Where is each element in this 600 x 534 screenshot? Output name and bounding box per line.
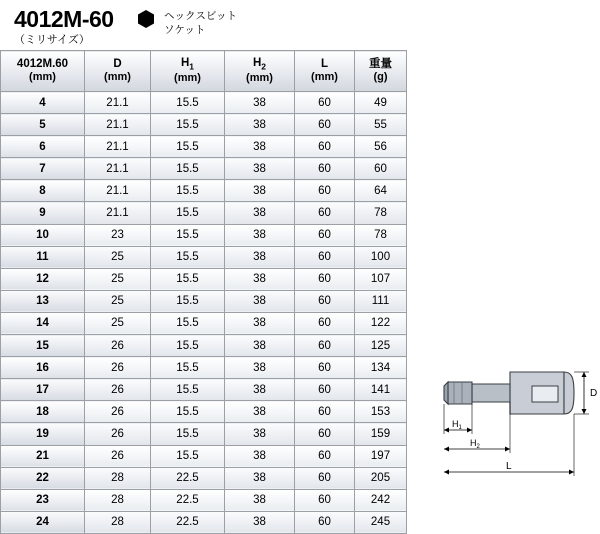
table-row	[1, 136, 407, 158]
cell-value: 15.5	[151, 423, 225, 445]
cell-size: 8	[1, 180, 85, 202]
column-header-size	[1, 51, 85, 92]
cell-value: 38	[225, 202, 295, 224]
diagram-label-h1: $H_1$	[452, 419, 462, 431]
cell-size: 22	[1, 467, 85, 489]
table-row	[1, 335, 407, 357]
table-row	[1, 445, 407, 467]
cell-value: 38	[225, 511, 295, 533]
cell-value: 15.5	[151, 114, 225, 136]
cell-value: 28	[85, 489, 151, 511]
cell-size: 23	[1, 489, 85, 511]
table-row	[1, 511, 407, 533]
table-row	[1, 158, 407, 180]
cell-value: 38	[225, 224, 295, 246]
cell-value: 197	[355, 445, 407, 467]
cell-value: 26	[85, 445, 151, 467]
cell-value: 56	[355, 136, 407, 158]
cell-size: 18	[1, 401, 85, 423]
cell-value: 21.1	[85, 202, 151, 224]
cell-value: 60	[295, 92, 355, 114]
table-body	[1, 92, 407, 534]
cell-value: 60	[295, 335, 355, 357]
cell-value: 22.5	[151, 489, 225, 511]
cell-value: 15.5	[151, 401, 225, 423]
cell-value: 60	[355, 158, 407, 180]
cell-value: 22.5	[151, 511, 225, 533]
cell-value: 100	[355, 246, 407, 268]
column-header-h1	[151, 51, 225, 92]
cell-value: 38	[225, 136, 295, 158]
product-description-line2: ソケット	[164, 24, 206, 36]
table-row	[1, 423, 407, 445]
column-header-size-label: 4012M.60	[16, 57, 69, 70]
table-row	[1, 312, 407, 334]
cell-value: 22.5	[151, 467, 225, 489]
cell-value: 38	[225, 445, 295, 467]
spec-table	[0, 50, 407, 534]
cell-size: 13	[1, 290, 85, 312]
cell-value: 15.5	[151, 312, 225, 334]
cell-value: 25	[85, 268, 151, 290]
table-row	[1, 467, 407, 489]
cell-size: 16	[1, 357, 85, 379]
cell-value: 55	[355, 114, 407, 136]
cell-value: 38	[225, 357, 295, 379]
cell-value: 25	[85, 312, 151, 334]
cell-value: 21.1	[85, 114, 151, 136]
page-title: 4012M-60	[14, 6, 114, 32]
column-header-weight-label: 重量	[369, 57, 392, 70]
cell-value: 38	[225, 158, 295, 180]
column-header-h2-label: $H_2$	[252, 57, 267, 72]
column-header-l	[295, 51, 355, 92]
cell-value: 38	[225, 467, 295, 489]
size-note: （ミリサイズ）	[14, 34, 90, 46]
cell-value: 21.1	[85, 180, 151, 202]
cell-value: 15.5	[151, 136, 225, 158]
cell-value: 15.5	[151, 445, 225, 467]
table-row	[1, 224, 407, 246]
cell-size: 12	[1, 268, 85, 290]
column-header-l-label: L	[320, 57, 329, 70]
cell-value: 60	[295, 467, 355, 489]
cell-value: 26	[85, 379, 151, 401]
cell-size: 4	[1, 92, 85, 114]
cell-size: 14	[1, 312, 85, 334]
table-row	[1, 268, 407, 290]
cell-value: 38	[225, 92, 295, 114]
cell-value: 78	[355, 202, 407, 224]
cell-size: 6	[1, 136, 85, 158]
cell-value: 15.5	[151, 379, 225, 401]
column-header-h2	[225, 51, 295, 92]
cell-size: 24	[1, 511, 85, 533]
column-header-l-unit: (mm)	[311, 71, 338, 84]
product-diagram	[414, 352, 600, 500]
cell-size: 5	[1, 114, 85, 136]
diagram-label-l: L	[506, 461, 512, 472]
cell-value: 15.5	[151, 202, 225, 224]
table-row	[1, 489, 407, 511]
cell-value: 134	[355, 357, 407, 379]
cell-value: 159	[355, 423, 407, 445]
cell-value: 15.5	[151, 290, 225, 312]
cell-value: 38	[225, 268, 295, 290]
cell-value: 205	[355, 467, 407, 489]
cell-size: 15	[1, 335, 85, 357]
diagram-label-d: D	[590, 388, 598, 399]
cell-value: 15.5	[151, 158, 225, 180]
cell-value: 60	[295, 401, 355, 423]
cell-value: 38	[225, 312, 295, 334]
cell-value: 60	[295, 180, 355, 202]
cell-value: 23	[85, 224, 151, 246]
cell-value: 60	[295, 489, 355, 511]
cell-value: 38	[225, 335, 295, 357]
column-header-h2-unit: (mm)	[246, 72, 273, 85]
cell-value: 28	[85, 467, 151, 489]
cell-value: 245	[355, 511, 407, 533]
cell-value: 78	[355, 224, 407, 246]
cell-value: 28	[85, 511, 151, 533]
table-row	[1, 180, 407, 202]
product-description-line1: ヘックスビット	[164, 10, 237, 22]
cell-value: 60	[295, 511, 355, 533]
cell-value: 107	[355, 268, 407, 290]
hexagon-icon	[136, 9, 156, 29]
cell-value: 38	[225, 489, 295, 511]
cell-value: 60	[295, 423, 355, 445]
cell-value: 38	[225, 114, 295, 136]
column-header-weight	[355, 51, 407, 92]
cell-size: 7	[1, 158, 85, 180]
cell-value: 122	[355, 312, 407, 334]
cell-value: 26	[85, 423, 151, 445]
cell-value: 49	[355, 92, 407, 114]
cell-value: 141	[355, 379, 407, 401]
cell-value: 60	[295, 136, 355, 158]
table-row	[1, 202, 407, 224]
cell-value: 60	[295, 224, 355, 246]
column-header-h1-label: $H_1$	[180, 57, 195, 72]
cell-value: 60	[295, 379, 355, 401]
cell-value: 38	[225, 246, 295, 268]
cell-value: 60	[295, 246, 355, 268]
cell-value: 242	[355, 489, 407, 511]
diagram-label-h2: $H_2$	[470, 438, 480, 450]
table-row	[1, 357, 407, 379]
cell-value: 26	[85, 357, 151, 379]
cell-value: 15.5	[151, 246, 225, 268]
cell-value: 60	[295, 290, 355, 312]
cell-value: 60	[295, 114, 355, 136]
cell-value: 25	[85, 290, 151, 312]
cell-value: 25	[85, 246, 151, 268]
cell-size: 9	[1, 202, 85, 224]
cell-value: 153	[355, 401, 407, 423]
cell-value: 38	[225, 379, 295, 401]
cell-value: 60	[295, 312, 355, 334]
cell-value: 64	[355, 180, 407, 202]
cell-value: 26	[85, 401, 151, 423]
table-row	[1, 401, 407, 423]
cell-value: 15.5	[151, 224, 225, 246]
cell-value: 60	[295, 158, 355, 180]
cell-value: 38	[225, 423, 295, 445]
cell-value: 60	[295, 202, 355, 224]
column-header-size-unit: (mm)	[29, 71, 56, 84]
cell-size: 17	[1, 379, 85, 401]
cell-value: 15.5	[151, 92, 225, 114]
table-row	[1, 92, 407, 114]
table-row	[1, 290, 407, 312]
cell-value: 125	[355, 335, 407, 357]
table-row	[1, 379, 407, 401]
column-header-weight-unit: (g)	[373, 71, 388, 84]
column-header-d-label: D	[113, 57, 122, 70]
cell-size: 19	[1, 423, 85, 445]
cell-value: 26	[85, 335, 151, 357]
cell-value: 15.5	[151, 268, 225, 290]
header	[0, 0, 600, 50]
cell-value: 38	[225, 401, 295, 423]
column-header-d	[85, 51, 151, 92]
cell-size: 10	[1, 224, 85, 246]
cell-value: 60	[295, 445, 355, 467]
cell-value: 60	[295, 268, 355, 290]
cell-value: 111	[355, 290, 407, 312]
cell-value: 21.1	[85, 136, 151, 158]
column-header-h1-unit: (mm)	[174, 72, 201, 85]
table-row	[1, 114, 407, 136]
cell-size: 21	[1, 445, 85, 467]
table-header-row	[1, 51, 407, 92]
table-row	[1, 246, 407, 268]
cell-value: 15.5	[151, 335, 225, 357]
cell-value: 21.1	[85, 92, 151, 114]
cell-value: 60	[295, 357, 355, 379]
cell-value: 21.1	[85, 158, 151, 180]
column-header-d-unit: (mm)	[104, 71, 131, 84]
cell-size: 11	[1, 246, 85, 268]
cell-value: 15.5	[151, 180, 225, 202]
cell-value: 38	[225, 290, 295, 312]
cell-value: 15.5	[151, 357, 225, 379]
cell-value: 38	[225, 180, 295, 202]
